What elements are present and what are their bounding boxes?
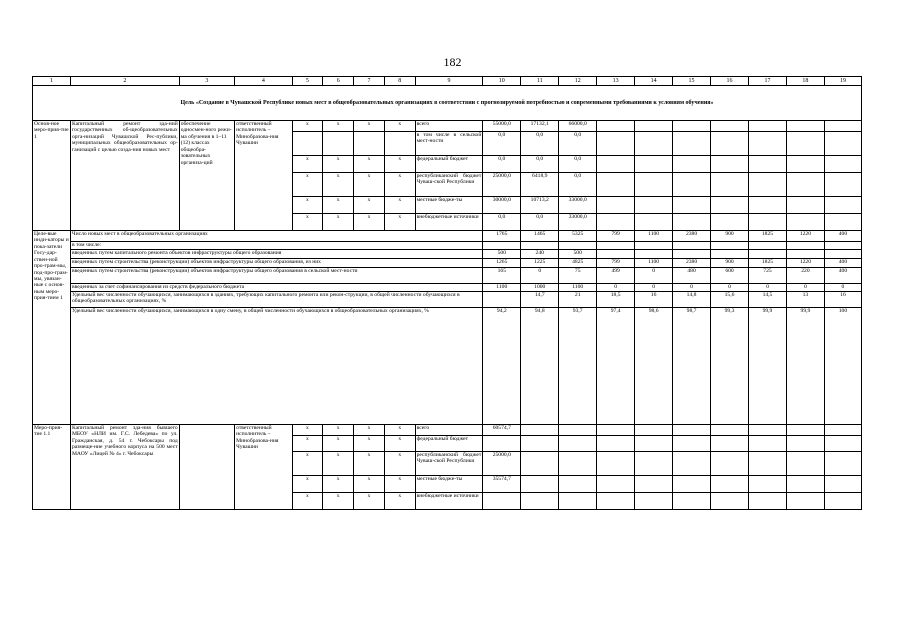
indicator-value: 21 [559, 292, 597, 308]
indicator-value [711, 242, 749, 250]
indicator-value: 1000 [521, 284, 559, 292]
indicator-value: 0 [711, 284, 749, 292]
indicator-value: 13 [786, 292, 824, 308]
funding-value [673, 452, 711, 476]
measure-1-1-name: Капитальный ремонт зда-ния бывшего МБОУ «НЛИ им. Г.С. Лебедева» по ул. Гражданская, д. 54 г. Чебоксары под размеще-ние учебного корпуса на 500 мест МАОУ «Лицей № 4» г. Чебоксары [70, 425, 179, 510]
funding-source: в том числе в сельской мест-ности [415, 132, 483, 156]
funding-value [635, 436, 673, 452]
indicator-value: 400 [824, 231, 861, 242]
indicator-value: 5325 [559, 231, 597, 242]
column-number: 17 [748, 77, 786, 86]
budget-code-cell: x [323, 121, 354, 132]
funding-value: 30000,0 [483, 197, 521, 214]
indicator-value: 14,5 [748, 292, 786, 308]
funding-value [521, 436, 559, 452]
funding-value [635, 132, 673, 156]
funding-value [635, 425, 673, 436]
indicator-value [711, 250, 749, 259]
budget-code-cell: x [323, 156, 354, 173]
funding-source: федеральный бюджет [415, 156, 483, 173]
budget-code-cell: x [323, 493, 354, 510]
budget-code-cell: x [323, 476, 354, 493]
funding-value [824, 121, 861, 132]
funding-value: 0,0 [521, 214, 559, 231]
budget-code-cell [292, 132, 323, 156]
funding-source: всего [415, 121, 483, 132]
funding-value [748, 452, 786, 476]
funding-value [521, 493, 559, 510]
indicator-value: 480 [673, 268, 711, 284]
funding-value [597, 132, 635, 156]
funding-value [748, 425, 786, 436]
indicator-value: 1220 [786, 259, 824, 268]
column-number: 13 [597, 77, 635, 86]
budget-code-cell: x [323, 436, 354, 452]
funding-value [597, 425, 635, 436]
budget-code-cell: x [384, 173, 415, 197]
indicator-value: 900 [711, 231, 749, 242]
funding-value: 6418,9 [521, 173, 559, 197]
funding-value: 25000,0 [483, 452, 521, 476]
funding-value: 0,0 [559, 156, 597, 173]
budget-code-cell: x [292, 476, 323, 493]
indicator-value [824, 250, 861, 259]
funding-value: 0,0 [483, 214, 521, 231]
funding-value [711, 173, 749, 197]
main-measure-name: Капитальный ремонт зда-ний государственных об-щеобразовательных орга-низаций Чувашской Рес-публики, муниципальных общеобразовательных ор-ганизаций с целью созда-ния новых мест [70, 121, 179, 231]
funding-value [748, 197, 786, 214]
funding-value [597, 476, 635, 493]
indicator-value: 0 [597, 284, 635, 292]
budget-code-cell: x [292, 197, 323, 214]
indicator-row [33, 268, 862, 284]
funding-source: республиканский бюджет Чуваш-ской Республики [415, 452, 483, 476]
funding-value [635, 173, 673, 197]
funding-value [748, 132, 786, 156]
budget-code-cell: x [354, 452, 385, 476]
indicator-name: введенных путем строительства (реконструкции) объектов инфраструктуры общего образования в сельской мест-ности [70, 268, 482, 284]
indicator-value: 99,9 [748, 308, 786, 425]
indicator-value: 500 [483, 250, 521, 259]
funding-value [711, 156, 749, 173]
funding-value [673, 156, 711, 173]
budget-code-cell: x [384, 476, 415, 493]
funding-value: 33000,0 [559, 214, 597, 231]
funding-value [559, 452, 597, 476]
funding-value [635, 197, 673, 214]
indicator-value [597, 242, 635, 250]
column-number: 7 [354, 77, 385, 86]
goal-row [33, 86, 862, 121]
main-measure-row [33, 121, 862, 132]
funding-value [786, 132, 824, 156]
indicator-value: 725 [748, 268, 786, 284]
funding-value [748, 493, 786, 510]
main-measure-executor: ответственный исполнитель – Минобразова-ния Чувашии [235, 121, 292, 231]
indicator-name: введенных путем строительства (реконструкции) объектов инфраструктуры общего образования, из них [70, 259, 482, 268]
funding-value [483, 436, 521, 452]
funding-value [786, 156, 824, 173]
funding-value [711, 476, 749, 493]
budget-code-cell: x [384, 214, 415, 231]
funding-value [673, 214, 711, 231]
funding-value: 33000,0 [559, 197, 597, 214]
indicator-value: 2380 [673, 231, 711, 242]
funding-value [597, 121, 635, 132]
indicator-row [33, 259, 862, 268]
funding-value [559, 476, 597, 493]
funding-value [711, 425, 749, 436]
funding-value [786, 476, 824, 493]
funding-value [635, 214, 673, 231]
indicator-value [673, 242, 711, 250]
indicator-value: 15,6 [711, 292, 749, 308]
budget-code-cell: x [292, 436, 323, 452]
funding-value [711, 436, 749, 452]
indicator-value: 499 [597, 268, 635, 284]
indicator-value: 75 [559, 268, 597, 284]
indicator-value: 165 [483, 268, 521, 284]
funding-value [559, 493, 597, 510]
indicator-row [33, 242, 862, 250]
budget-code-cell: x [384, 197, 415, 214]
funding-value [824, 476, 861, 493]
funding-value: 66000,0 [559, 121, 597, 132]
funding-value [786, 197, 824, 214]
indicator-value [748, 242, 786, 250]
funding-value [597, 156, 635, 173]
indicator-value: 900 [711, 259, 749, 268]
funding-value [786, 121, 824, 132]
budget-code-cell: x [354, 156, 385, 173]
indicator-value: 0 [521, 268, 559, 284]
column-number: 3 [179, 77, 234, 86]
funding-value [597, 436, 635, 452]
indicator-value: 1825 [748, 231, 786, 242]
funding-value [786, 493, 824, 510]
indicator-value [673, 250, 711, 259]
funding-value: 0,0 [521, 132, 559, 156]
funding-value [824, 173, 861, 197]
indicator-value: 0 [748, 284, 786, 292]
funding-value [748, 214, 786, 231]
indicator-value: 1100 [559, 284, 597, 292]
indicator-value: 4825 [559, 259, 597, 268]
funding-value: 0,0 [559, 173, 597, 197]
budget-code-cell: x [292, 156, 323, 173]
funding-value [635, 121, 673, 132]
funding-value [521, 452, 559, 476]
indicator-value: 0 [673, 284, 711, 292]
funding-value [786, 436, 824, 452]
main-measure-label: Основ-ное меро-прия-тие 1 [33, 121, 71, 231]
funding-value [673, 197, 711, 214]
indicator-value [635, 250, 673, 259]
budget-code-cell: x [384, 436, 415, 452]
indicator-row [33, 284, 862, 292]
indicator-value: 0 [786, 284, 824, 292]
funding-value [786, 214, 824, 231]
column-number-row [33, 77, 862, 86]
funding-source: внебюджетные источники [415, 493, 483, 510]
budget-code-cell: x [384, 156, 415, 173]
column-number: 10 [483, 77, 521, 86]
column-number: 16 [711, 77, 749, 86]
indicator-value: 98,6 [635, 308, 673, 425]
column-number: 8 [384, 77, 415, 86]
funding-value [635, 156, 673, 173]
indicator-value: 799 [597, 231, 635, 242]
indicator-value: 99,3 [711, 308, 749, 425]
indicator-value: 1765 [483, 231, 521, 242]
budget-code-cell: x [292, 121, 323, 132]
funding-value [786, 173, 824, 197]
budget-code-cell: x [354, 197, 385, 214]
indicator-value: 0 [635, 284, 673, 292]
indicator-value: 100 [824, 308, 861, 425]
column-number: 4 [235, 77, 292, 86]
indicator-value: 0 [635, 268, 673, 284]
indicator-value: 93,7 [559, 308, 597, 425]
indicators-label: Целе-вые инди-каторы и пока-затели Госу-дар-ствен-ной про-грам-мы, под-про-грам-мы, увязан-ные с основ-ным меро-прия-тием 1 [33, 231, 71, 425]
table-body [33, 77, 862, 510]
indicator-value: 97,4 [597, 308, 635, 425]
funding-value [748, 121, 786, 132]
funding-value [635, 452, 673, 476]
budget-code-cell: x [292, 214, 323, 231]
indicator-value [559, 242, 597, 250]
funding-value [521, 476, 559, 493]
indicator-value: 500 [559, 250, 597, 259]
column-number: 9 [415, 77, 483, 86]
funding-value [824, 425, 861, 436]
budget-code-cell: x [384, 452, 415, 476]
budget-code-cell: x [354, 476, 385, 493]
indicator-value [748, 250, 786, 259]
indicator-name: введенных путем капитального ремонта объектов инфраструктуры общего образования [70, 250, 482, 259]
funding-value [521, 425, 559, 436]
funding-value [673, 493, 711, 510]
indicator-value: 1100 [635, 259, 673, 268]
funding-source: федеральный бюджет [415, 436, 483, 452]
funding-value [748, 156, 786, 173]
indicator-value: 14,8 [673, 292, 711, 308]
indicator-value: 1265 [483, 259, 521, 268]
budget-code-cell: x [292, 173, 323, 197]
funding-value [748, 436, 786, 452]
indicator-value: 16 [824, 292, 861, 308]
indicator-name: Удельный вес численности обучающихся, занимающихся в одну смену, в общей численности обучающихся в общеобразовательных организациях, % [70, 308, 482, 425]
funding-value [673, 132, 711, 156]
budget-code-cell: x [384, 425, 415, 436]
funding-value [824, 156, 861, 173]
goal-text: Цель «Создание в Чувашской Республике новых мест в общеобразовательных организациях в соответствии с прогнозируемой потребностью и современными требованиями к условиям обучения» [33, 86, 862, 121]
funding-value [673, 436, 711, 452]
indicator-value: 18,5 [597, 292, 635, 308]
budget-code-cell [384, 132, 415, 156]
budget-code-cell: x [292, 493, 323, 510]
indicator-value: 14,7 [521, 292, 559, 308]
funding-source: внебюджетные источники [415, 214, 483, 231]
measure-1-1-goal-link [179, 425, 234, 510]
indicator-value: 1825 [748, 259, 786, 268]
indicator-value [597, 250, 635, 259]
budget-code-cell: x [354, 173, 385, 197]
measure-1-1-executor: ответственный исполнитель – Минобразова-ния Чувашии [235, 425, 292, 510]
indicator-value [483, 292, 521, 308]
funding-value [711, 121, 749, 132]
indicator-value [635, 242, 673, 250]
budget-code-cell: x [384, 121, 415, 132]
funding-value [824, 197, 861, 214]
funding-value [711, 452, 749, 476]
funding-value [711, 132, 749, 156]
funding-value [673, 425, 711, 436]
budget-code-cell: x [384, 493, 415, 510]
budget-code-cell: x [323, 173, 354, 197]
funding-value [673, 121, 711, 132]
funding-value [483, 493, 521, 510]
funding-value [597, 197, 635, 214]
budget-code-cell: x [323, 452, 354, 476]
funding-value [711, 214, 749, 231]
indicator-value: 799 [597, 259, 635, 268]
indicator-value: 1465 [521, 231, 559, 242]
indicator-name: Число новых мест в общеобразовательных организациях [70, 231, 482, 242]
indicator-value [786, 242, 824, 250]
budget-code-cell [354, 132, 385, 156]
main-measure-goal-link: обеспечение односмен-ного режи-ма обучения в 1–11 (12) классах общеобра-зовательных организа-ций [179, 121, 234, 231]
indicator-row [33, 250, 862, 259]
budget-code-cell [323, 132, 354, 156]
funding-value [559, 425, 597, 436]
indicator-value [824, 242, 861, 250]
budget-code-cell: x [323, 197, 354, 214]
funding-value [711, 493, 749, 510]
indicator-value: 1220 [786, 231, 824, 242]
indicator-row [33, 231, 862, 242]
indicator-value: 400 [824, 268, 861, 284]
column-number: 1 [33, 77, 71, 86]
budget-code-cell: x [292, 425, 323, 436]
funding-value: 60574,7 [483, 425, 521, 436]
funding-value [635, 476, 673, 493]
column-number: 19 [824, 77, 861, 86]
funding-value [711, 197, 749, 214]
indicator-value: 1225 [521, 259, 559, 268]
funding-value [824, 452, 861, 476]
budget-code-cell: x [354, 425, 385, 436]
funding-value: 10713,2 [521, 197, 559, 214]
budget-code-cell: x [354, 436, 385, 452]
indicator-name: Удельный вес численности обучающихся, занимающихся в зданиях, требующих капитального ремонта или рекон-струкции, в общей численности обучающихся в общеобразовательных организациях, % [70, 292, 482, 308]
funding-value: 55000,0 [483, 121, 521, 132]
program-table [32, 76, 862, 510]
indicator-value [521, 242, 559, 250]
budget-code-cell: x [354, 214, 385, 231]
indicator-value: 1100 [635, 231, 673, 242]
budget-code-cell: x [354, 493, 385, 510]
column-number: 2 [70, 77, 179, 86]
column-number: 18 [786, 77, 824, 86]
funding-source: республиканский бюджет Чуваш-ской Республики [415, 173, 483, 197]
indicator-row [33, 308, 862, 425]
funding-value [635, 493, 673, 510]
indicator-value [786, 250, 824, 259]
indicator-name: введенных за счет софинансирования из средств федерального бюджета [70, 284, 482, 292]
page-number: 182 [443, 55, 462, 69]
indicator-value: 0 [824, 284, 861, 292]
indicator-value: 16 [635, 292, 673, 308]
funding-value [824, 132, 861, 156]
funding-value [597, 452, 635, 476]
indicator-value: 99,9 [786, 308, 824, 425]
indicator-value: 94,2 [483, 308, 521, 425]
indicator-value [483, 242, 521, 250]
budget-code-cell: x [354, 121, 385, 132]
measure-1-1-row [33, 425, 862, 436]
funding-value [824, 436, 861, 452]
column-number: 12 [559, 77, 597, 86]
indicator-value: 600 [711, 268, 749, 284]
funding-value: 0,0 [483, 156, 521, 173]
funding-value: 35574,7 [483, 476, 521, 493]
funding-value: 0,0 [559, 132, 597, 156]
funding-value [559, 436, 597, 452]
funding-value [786, 425, 824, 436]
budget-code-cell: x [323, 425, 354, 436]
funding-value [824, 214, 861, 231]
column-number: 14 [635, 77, 673, 86]
column-number: 15 [673, 77, 711, 86]
funding-value [786, 452, 824, 476]
indicator-value: 94,8 [521, 308, 559, 425]
funding-value [748, 173, 786, 197]
funding-value [597, 214, 635, 231]
column-number: 11 [521, 77, 559, 86]
funding-value [597, 493, 635, 510]
budget-code-cell: x [292, 452, 323, 476]
funding-value [748, 476, 786, 493]
indicator-value: 220 [786, 268, 824, 284]
indicator-name: в том числе: [70, 242, 482, 250]
indicator-value: 2380 [673, 259, 711, 268]
measure-1-1-label: Меро-прия-тие 1.1 [33, 425, 71, 510]
budget-code-cell: x [323, 214, 354, 231]
funding-value: 0,0 [521, 156, 559, 173]
funding-value [824, 493, 861, 510]
funding-source: местные бюдже-ты [415, 197, 483, 214]
column-number: 5 [292, 77, 323, 86]
indicator-row [33, 292, 862, 308]
indicator-value: 98,7 [673, 308, 711, 425]
funding-source: местные бюдже-ты [415, 476, 483, 493]
indicator-value: 240 [521, 250, 559, 259]
funding-value: 17132,1 [521, 121, 559, 132]
funding-value [673, 476, 711, 493]
indicator-value: 400 [824, 259, 861, 268]
funding-value: 25000,0 [483, 173, 521, 197]
funding-source: всего [415, 425, 483, 436]
indicator-value: 1100 [483, 284, 521, 292]
funding-value: 0,0 [483, 132, 521, 156]
column-number: 6 [323, 77, 354, 86]
funding-value [597, 173, 635, 197]
funding-value [673, 173, 711, 197]
